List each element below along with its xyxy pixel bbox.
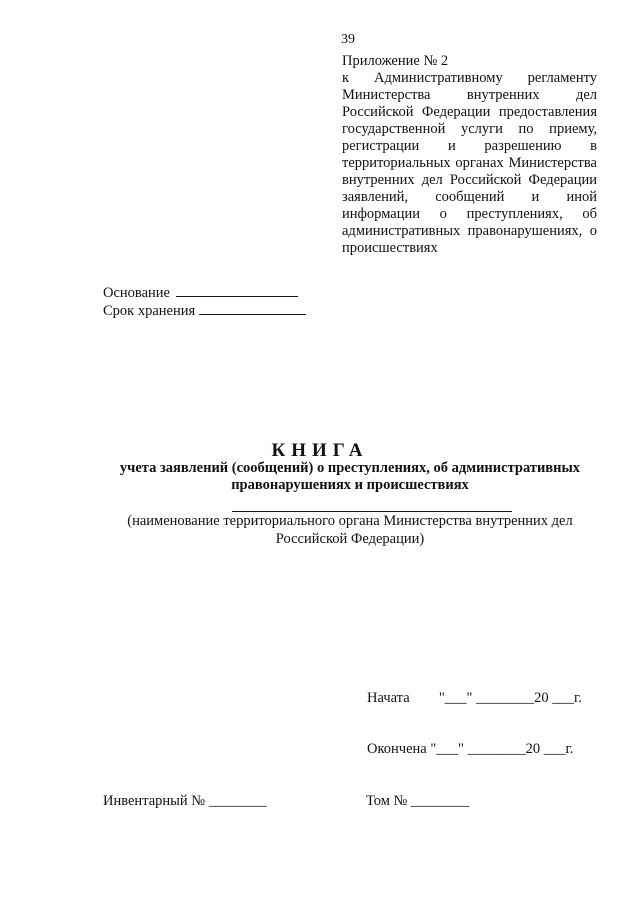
org-caption-line: Российской Федерации): [275, 531, 425, 547]
appendix-block: [342, 53, 597, 257]
volume-label: Том №: [366, 793, 408, 809]
book-subtitle-line: учета заявлений (сообщений) о преступлениях, об административных: [119, 460, 581, 476]
volume-field: [366, 793, 469, 810]
appendix-text: к Административному регламенту Министерства внутренних дел Российской Федерации предоставления государственной услуги по приему, регистрации и разрешению в территориальных органах Министерства внутренних дел Российской Федерации заявлений, сообщений и иной информации о преступлениях, об административных правонарушениях, о происшествиях: [342, 70, 597, 256]
end-label: Окончена: [367, 741, 427, 757]
basis-field: [103, 284, 298, 302]
storage-label: Срок хранения: [103, 303, 196, 319]
book-title: КНИГА: [271, 440, 369, 461]
page-number: 39: [341, 32, 355, 47]
start-year-blank: ________20 ___г.: [476, 690, 582, 706]
basis-blank: [176, 284, 298, 297]
start-label: Начата: [367, 690, 410, 706]
storage-blank: [199, 302, 306, 315]
appendix-title: Приложение № 2: [342, 53, 449, 69]
storage-field: [103, 302, 306, 320]
inventory-field: [103, 793, 267, 810]
end-day-blank: "___": [430, 741, 464, 757]
end-year-blank: ________20 ___г.: [467, 741, 574, 757]
inventory-blank: ________: [208, 793, 267, 809]
book-subtitle: [100, 460, 600, 494]
basis-label: Основание: [103, 285, 170, 301]
start-day-blank: "___": [438, 690, 473, 706]
inventory-label: Инвентарный №: [103, 793, 206, 809]
org-caption-line: (наименование территориального органа Министерства внутренних дел: [127, 513, 573, 529]
book-subtitle-line: правонарушениях и происшествиях: [231, 477, 469, 493]
start-date-row: [367, 690, 582, 707]
org-caption: [100, 512, 600, 548]
volume-blank: ________: [411, 793, 470, 809]
end-date-row: [367, 741, 573, 758]
